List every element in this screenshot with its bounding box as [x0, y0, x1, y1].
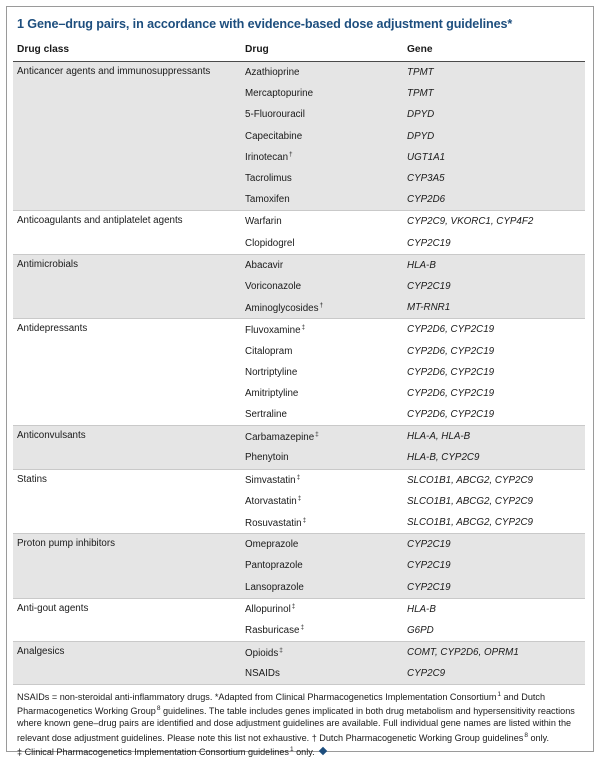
- drug-name: Amitriptyline: [245, 387, 299, 399]
- gene-cell: CYP2C19: [407, 539, 451, 551]
- drug-name: Capecitabine: [245, 130, 303, 142]
- gene-cell: SLCO1B1, ABCG2, CYP2C9: [407, 474, 533, 486]
- drug-name: Opioids: [245, 647, 279, 659]
- drug-cell: [245, 131, 407, 142]
- drug-cell: [245, 346, 407, 357]
- drug-name: Irinotecan: [245, 152, 289, 164]
- header-gene: Gene: [407, 43, 433, 55]
- drug-cell: [245, 173, 407, 184]
- drug-cell: [245, 409, 407, 420]
- end-diamond-icon: [318, 747, 326, 755]
- drug-rows: [245, 211, 585, 253]
- gene-cell: CYP2D6, CYP2C19: [407, 387, 495, 399]
- drug-class-cell: Antimicrobials: [17, 258, 78, 270]
- drug-cell: [245, 260, 407, 271]
- drug-cell: [245, 517, 407, 529]
- drug-rows: [245, 426, 585, 468]
- gene-cell: CYP2C19: [407, 237, 451, 249]
- drug-footnote-mark: ‡: [296, 474, 301, 482]
- table-row: [245, 168, 585, 189]
- table-row: [245, 276, 585, 297]
- drug-class-group: [13, 255, 585, 320]
- drug-footnote-mark: ‡: [291, 603, 296, 611]
- drug-class-cell: Anticonvulsants: [17, 430, 86, 442]
- table-row: [245, 577, 585, 598]
- drug-class-cell: Anticancer agents and immunosuppressants: [17, 66, 211, 77]
- drug-class-group: [13, 599, 585, 642]
- gene-cell: CYP2D6, CYP2C19: [407, 366, 495, 378]
- drug-cell: [245, 302, 407, 314]
- table-body: [13, 62, 585, 685]
- gene-cell: HLA-A, HLA-B: [407, 431, 471, 443]
- drug-cell: [245, 452, 407, 463]
- drug-cell: [245, 281, 407, 292]
- footnote-text: and Dutch Pharmacogenetics Working Group: [17, 692, 546, 717]
- drug-class-group: [13, 211, 585, 254]
- footnote-cpic: [17, 744, 583, 758]
- gene-cell: DPYD: [407, 130, 435, 142]
- table-row: [245, 147, 585, 168]
- gene-cell: HLA-B: [407, 259, 436, 271]
- table-row: [245, 62, 585, 83]
- drug-name: Carbamazepine: [245, 431, 315, 443]
- gene-cell: CYP2C9: [407, 668, 446, 680]
- drug-name: Fluvoxamine: [245, 324, 301, 336]
- gene-cell: CYP2D6, CYP2C19: [407, 409, 495, 421]
- header-drug-class: Drug class: [17, 43, 70, 55]
- drug-cell: [245, 367, 407, 378]
- drug-name: Atorvastatin: [245, 496, 297, 508]
- drug-cell: [245, 109, 407, 120]
- gene-cell: CYP2D6, CYP2C19: [407, 324, 495, 336]
- drug-cell: [245, 582, 407, 593]
- table-row: [245, 555, 585, 576]
- drug-name: Tacrolimus: [245, 173, 292, 185]
- footnotes: [17, 689, 583, 758]
- drug-rows: [245, 599, 585, 641]
- table-row: [245, 620, 585, 641]
- gene-cell: MT-RNR1: [407, 302, 451, 314]
- table-row: [245, 599, 585, 620]
- table-row: [245, 189, 585, 210]
- gene-cell: CYP2C19: [407, 560, 451, 572]
- table-row: [245, 104, 585, 125]
- drug-footnote-mark: ‡: [302, 516, 307, 524]
- table-row: [245, 447, 585, 468]
- drug-class-cell: Proton pump inhibitors: [17, 538, 116, 550]
- drug-cell: [245, 431, 407, 443]
- drug-name: Tamoxifen: [245, 194, 290, 206]
- drug-name: Sertraline: [245, 409, 287, 421]
- table-row: [245, 512, 585, 533]
- drug-name: Aminoglycosides: [245, 302, 319, 314]
- drug-name: NSAIDs: [245, 668, 280, 680]
- footnote-text: only.: [527, 732, 550, 743]
- drug-class-group: [13, 470, 585, 535]
- drug-name: 5-Fluorouracil: [245, 109, 305, 121]
- drug-rows: [245, 62, 585, 210]
- drug-cell: [245, 474, 407, 486]
- table-row: [245, 340, 585, 361]
- gene-cell: SLCO1B1, ABCG2, CYP2C9: [407, 495, 533, 507]
- footnote-ref: 8: [524, 731, 528, 739]
- gene-cell: DPYD: [407, 109, 435, 121]
- drug-name: Pantoprazole: [245, 560, 303, 572]
- drug-name: Rasburicase: [245, 625, 300, 637]
- table-header: [13, 37, 585, 62]
- gene-cell: HLA-B, CYP2C9: [407, 452, 480, 464]
- table-row: [245, 233, 585, 254]
- table-title: 1 Gene–drug pairs, in accordance with evidence-based dose adjustment guidelines*: [17, 17, 513, 31]
- table-row: [245, 470, 585, 491]
- table-row: [245, 383, 585, 404]
- drug-footnote-mark: ‡: [301, 323, 306, 331]
- gene-cell: UGT1A1: [407, 151, 446, 163]
- gene-cell: CYP3A5: [407, 173, 445, 185]
- drug-cell: [245, 495, 407, 507]
- drug-name: Omeprazole: [245, 539, 299, 551]
- table-row: [245, 255, 585, 276]
- table-row: [245, 534, 585, 555]
- drug-rows: [245, 534, 585, 598]
- gene-cell: TPMT: [407, 88, 434, 100]
- drug-cell: [245, 603, 407, 615]
- drug-cell: [245, 238, 407, 249]
- drug-class-group: [13, 642, 585, 685]
- drug-cell: [245, 88, 407, 99]
- gene-cell: CYP2C9, VKORC1, CYP4F2: [407, 216, 534, 228]
- drug-cell: [245, 388, 407, 399]
- drug-name: Abacavir: [245, 259, 284, 271]
- drug-rows: [245, 642, 585, 684]
- drug-cell: [245, 624, 407, 636]
- footnote-text: NSAIDs = non-steroidal anti-inflammatory drugs. *Adapted from Clinical Pharmacogenetics Implementation Consortium: [17, 692, 497, 702]
- footnote-text: only.: [293, 746, 315, 757]
- drug-cell: [245, 324, 407, 336]
- table-row: [245, 426, 585, 447]
- drug-rows: [245, 255, 585, 319]
- drug-cell: [245, 151, 407, 163]
- table-row: [245, 297, 585, 318]
- drug-name: Citalopram: [245, 345, 293, 357]
- drug-footnote-mark: ‡: [279, 646, 283, 654]
- drug-cell: [245, 194, 407, 205]
- drug-name: Simvastatin: [245, 475, 296, 487]
- table-row: [245, 491, 585, 512]
- drug-footnote-mark: ‡: [315, 430, 319, 438]
- drug-class-cell: Analgesics: [17, 646, 65, 658]
- table-row: [245, 642, 585, 663]
- drug-cell: [245, 668, 407, 679]
- gene-cell: CYP2D6, CYP2C19: [407, 345, 495, 357]
- drug-name: Voriconazole: [245, 280, 302, 292]
- gene-cell: CYP2D6: [407, 194, 446, 206]
- table-row: [245, 83, 585, 104]
- drug-footnote-mark: †: [319, 301, 324, 309]
- drug-name: Allopurinol: [245, 604, 291, 616]
- drug-name: Phenytoin: [245, 452, 289, 464]
- footnote-text: guidelines. The table includes genes implicated in both drug metabolism and hypersensitivity reactions where known gene–drug pairs are identified and dose adjustment guidelines are available. Full individual gene names are listed within the relevant dose adjustment guidelines. Please note this list not exhaustive. † Dutch Pharmacogenetic Working Group guidelines: [17, 706, 575, 743]
- drug-cell: [245, 647, 407, 659]
- gene-cell: HLA-B: [407, 603, 436, 615]
- gene-cell: SLCO1B1, ABCG2, CYP2C9: [407, 517, 533, 529]
- footnote-ref: 1: [289, 745, 294, 753]
- drug-footnote-mark: ‡: [300, 624, 305, 632]
- drug-rows: [245, 470, 585, 534]
- table-row: [245, 404, 585, 425]
- drug-class-group: [13, 319, 585, 426]
- gene-cell: COMT, CYP2D6, OPRM1: [407, 647, 519, 659]
- table-row: [245, 126, 585, 147]
- drug-cell: [245, 539, 407, 550]
- gene-cell: CYP2C19: [407, 280, 451, 292]
- drug-name: Nortriptyline: [245, 366, 298, 378]
- footnote-main: [17, 689, 583, 744]
- gene-cell: G6PD: [407, 624, 434, 636]
- drug-class-cell: Anti-gout agents: [17, 602, 89, 614]
- table-frame: [6, 6, 594, 757]
- drug-name: Clopidogrel: [245, 237, 295, 249]
- footnote-text: ‡ Clinical Pharmacogenetics Implementation Consortium guidelines: [17, 746, 289, 757]
- drug-class-group: [13, 426, 585, 469]
- drug-name: Lansoprazole: [245, 581, 304, 593]
- footnote-ref: 1: [497, 691, 502, 698]
- drug-class-cell: Antidepressants: [17, 323, 88, 335]
- footnote-ref: 8: [156, 705, 161, 713]
- drug-cell: [245, 67, 407, 78]
- header-drug: Drug: [245, 43, 269, 55]
- drug-name: Azathioprine: [245, 67, 300, 79]
- drug-name: Mercaptopurine: [245, 88, 314, 100]
- table-row: [245, 362, 585, 383]
- drug-class-cell: Anticoagulants and antiplatelet agents: [17, 215, 183, 227]
- gene-cell: CYP2C19: [407, 581, 451, 593]
- drug-class-cell: Statins: [17, 473, 47, 485]
- drug-footnote-mark: †: [289, 151, 293, 159]
- table-row: [245, 211, 585, 232]
- drug-footnote-mark: ‡: [297, 495, 302, 503]
- drug-cell: [245, 216, 407, 227]
- table-row: [245, 319, 585, 340]
- gene-drug-table: [13, 37, 585, 685]
- drug-class-group: [13, 534, 585, 599]
- drug-rows: [245, 319, 585, 425]
- table-row: [245, 663, 585, 684]
- drug-name: Rosuvastatin: [245, 517, 302, 529]
- drug-cell: [245, 560, 407, 571]
- drug-class-group: [13, 62, 585, 211]
- gene-cell: TPMT: [407, 67, 434, 79]
- drug-name: Warfarin: [245, 216, 282, 228]
